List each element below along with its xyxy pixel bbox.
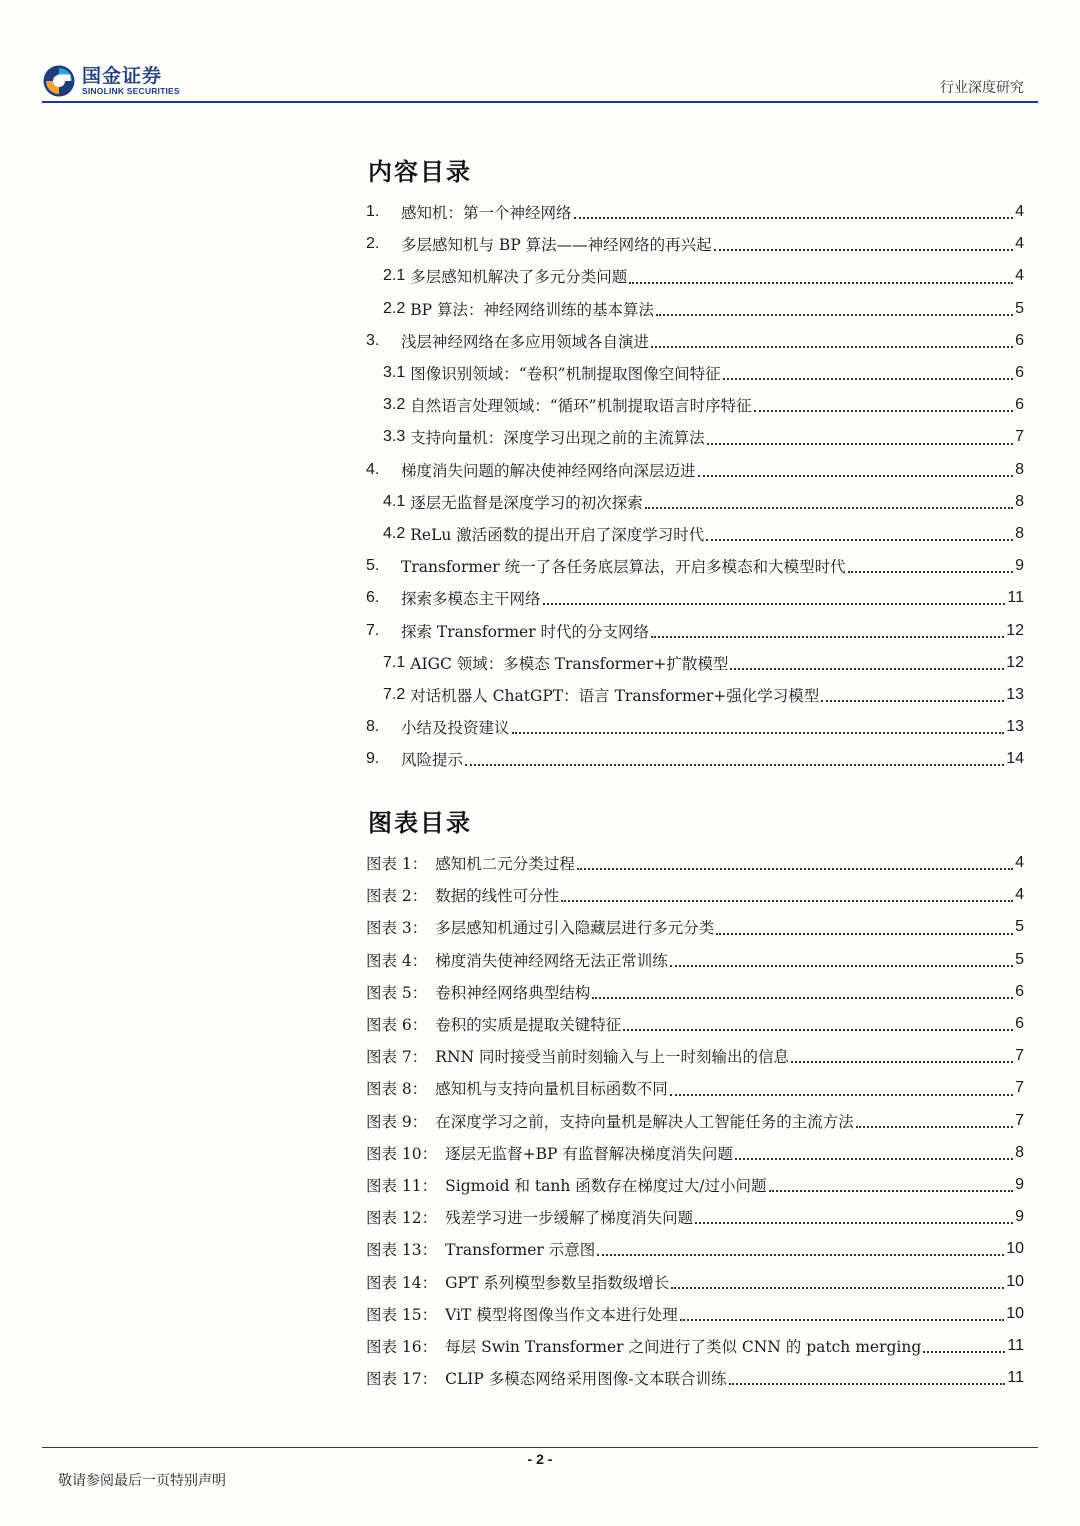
figure-entry-label: RNN 同时接受当前时刻输入与上一时刻输出的信息 [435,1048,790,1067]
dot-leader [791,1061,1013,1063]
toc-entry-page: 4 [1015,235,1024,253]
page-header [0,0,1080,106]
figure-entry-number: 图表 6： [366,1016,428,1035]
dot-leader [769,1190,1014,1192]
toc-entry-label: 逐层无监督是深度学习的初次探索 [410,493,643,512]
figure-entry-page: 6 [1015,1015,1024,1033]
toc-entry-page: 6 [1015,364,1024,382]
toc-entry-page: 8 [1015,524,1024,542]
dot-leader [730,668,1004,670]
logo-chinese-name: 国金证券 [82,64,163,87]
dot-leader [651,346,1013,348]
toc-entry[interactable] [366,486,1024,518]
figure-entry-number: 图表 15： [366,1305,438,1324]
figure-entry-number: 图表 14： [366,1273,438,1292]
figure-entry[interactable] [366,1169,1024,1201]
toc-entry-number: 2.1 [383,267,406,285]
toc-entry-number: 7.1 [383,653,406,671]
dot-leader [723,378,1013,380]
toc-entry[interactable] [366,582,1024,614]
figure-entry-label: 卷积的实质是提取关键特征 [435,1016,622,1035]
figure-entry-number: 图表 2： [366,887,428,906]
figure-entry[interactable] [366,976,1024,1008]
dot-leader [716,933,1013,935]
dot-leader [597,1254,1004,1256]
toc-entry[interactable] [366,228,1024,260]
toc-entry-number: 3.1 [383,364,406,382]
toc-entry-number: 4.1 [383,492,406,510]
figure-entry-page: 4 [1015,886,1024,904]
dot-leader [695,1222,1013,1224]
footer-divider [42,1447,1038,1448]
figure-entry-page: 8 [1015,1143,1024,1161]
figure-entry-page: 5 [1015,918,1024,936]
toc-entry[interactable] [366,743,1024,775]
figure-entry-page: 10 [1006,1240,1024,1258]
dot-leader [698,475,1014,477]
toc-entry-page: 11 [1007,589,1024,607]
toc-entry-label: 自然语言处理领域：“循环”机制提取语言时序特征 [410,397,752,416]
toc-entry-number: 4.2 [383,524,406,542]
toc-entry-label: 浅层神经网络在多应用领域各自演进 [401,332,650,351]
toc-entry-label: 支持向量机：深度学习出现之前的主流算法 [410,429,705,448]
figure-entry-label: Transformer 示意图 [445,1241,596,1260]
figure-entry[interactable] [366,1265,1024,1297]
figure-entry-page: 5 [1015,950,1024,968]
toc-entry-label: ReLu 激活函数的提出开启了深度学习时代 [410,525,705,544]
figure-entry-label: 数据的线性可分性 [435,887,560,906]
figure-entry-label: 梯度消失使神经网络无法正常训练 [435,951,668,970]
dot-leader [680,1319,1004,1321]
figure-entry-page: 4 [1015,854,1024,872]
toc-entry-number: 2.2 [383,299,406,317]
figure-entry[interactable] [366,1137,1024,1169]
figure-entry-label: 多层感知机通过引入隐藏层进行多元分类 [435,919,715,938]
dot-leader [543,603,1006,605]
dot-leader [923,1351,1005,1353]
figure-entry[interactable] [366,1072,1024,1104]
figure-entry[interactable] [366,1105,1024,1137]
dot-leader [707,443,1013,445]
figure-entry-number: 图表 8： [366,1080,428,1099]
figure-entry-number: 图表 4： [366,951,428,970]
figure-entry[interactable] [366,1362,1024,1394]
toc-entry[interactable] [366,550,1024,582]
figure-entry-number: 图表 5： [366,983,428,1002]
figure-entry-page: 7 [1015,1079,1024,1097]
figures-list [366,847,1024,1394]
dot-leader [706,539,1013,541]
dot-leader [856,1126,1013,1128]
toc-entry-label: 探索 Transformer 时代的分支网络 [401,622,650,641]
figure-entry-number: 图表 9： [366,1112,428,1131]
figure-entry-label: GPT 系列模型参数呈指数级增长 [445,1273,670,1292]
figure-entry-page: 7 [1015,1111,1024,1129]
contents-title: 内容目录 [368,157,472,186]
dot-leader [465,764,1004,766]
figure-entry[interactable] [366,879,1024,911]
toc-entry-label: 探索多模态主干网络 [401,590,541,609]
figure-entry-number: 图表 1： [366,855,428,874]
figure-entry[interactable] [366,1233,1024,1265]
dot-leader [670,1094,1013,1096]
dot-leader [729,1383,1006,1385]
sinolink-logo [42,62,180,100]
figure-entry-number: 图表 17： [366,1370,438,1389]
toc-entry-number: 7. [366,621,380,639]
toc-entry-page: 14 [1006,750,1024,768]
dot-leader [821,700,1004,702]
disclaimer-note: 敬请参阅最后一页特别声明 [58,1473,226,1489]
figure-entry-page: 11 [1007,1336,1024,1354]
toc-entry-page: 6 [1015,396,1024,414]
figure-entry-label: 逐层无监督+BP 有监督解决梯度消失问题 [445,1144,733,1163]
figure-entry-label: Sigmoid 和 tanh 函数存在梯度过大/过小问题 [445,1176,767,1195]
figure-entry-label: CLIP 多模态网络采用图像-文本联合训练 [445,1370,727,1389]
toc-entry-number: 3.3 [383,428,406,446]
figure-entry-page: 10 [1006,1272,1024,1290]
toc-entry-page: 13 [1006,685,1024,703]
figure-entry[interactable] [366,944,1024,976]
dot-leader [577,868,1013,870]
figure-entry-label: 残差学习进一步缓解了梯度消失问题 [445,1209,694,1228]
toc-entry[interactable] [366,196,1024,228]
toc-entry[interactable] [366,518,1024,550]
toc-entry-label: 感知机：第一个神经网络 [401,204,572,223]
logo-english-name: SINOLINK SECURITIES [82,85,180,96]
toc-entry-page: 9 [1015,557,1024,575]
figure-entry-page: 10 [1006,1304,1024,1322]
figure-entry-number: 图表 11： [366,1176,438,1195]
header-divider [42,101,1038,103]
toc-entry-page: 8 [1015,460,1024,478]
toc-entry-number: 4. [366,460,380,478]
toc-entry-label: 多层感知机解决了多元分类问题 [410,268,628,287]
dot-leader [651,636,1004,638]
toc-entry[interactable] [366,679,1024,711]
figures-title: 图表目录 [368,808,472,837]
figure-entry-number: 图表 10： [366,1144,438,1163]
toc-entry[interactable] [366,454,1024,486]
toc-entry-page: 4 [1015,267,1024,285]
toc-entry[interactable] [366,325,1024,357]
toc-entry-label: BP 算法：神经网络训练的基本算法 [410,300,654,319]
toc-entry-page: 6 [1015,331,1024,349]
figure-entry[interactable] [366,847,1024,879]
toc-entry-label: Transformer 统一了各任务底层算法，开启多模态和大模型时代 [401,558,846,577]
toc-entry-number: 2. [366,235,380,253]
dot-leader [561,900,1013,902]
dot-leader [670,965,1013,967]
toc-entry-page: 5 [1015,299,1024,317]
figure-entry-label: 在深度学习之前，支持向量机是解决人工智能任务的主流方法 [435,1112,854,1131]
toc-entry-label: 多层感知机与 BP 算法——神经网络的再兴起 [401,236,712,255]
figure-entry-number: 图表 12： [366,1209,438,1228]
figure-entry-number: 图表 7： [366,1048,428,1067]
dot-leader [574,217,1014,219]
toc-entry-number: 3. [366,331,380,349]
toc-entry[interactable] [366,357,1024,389]
figure-entry-page: 9 [1015,1175,1024,1193]
figure-entry-page: 6 [1015,982,1024,1000]
figure-entry-number: 图表 13： [366,1241,438,1260]
toc-entry-label: 小结及投资建议 [401,719,510,738]
dot-leader [645,507,1013,509]
dot-leader [848,571,1013,573]
dot-leader [512,732,1005,734]
figure-entry[interactable] [366,911,1024,943]
toc-entry[interactable] [366,711,1024,743]
toc-entry[interactable] [366,293,1024,325]
figure-entry-number: 图表 16： [366,1337,438,1356]
toc-entry[interactable] [366,421,1024,453]
dot-leader [656,314,1013,316]
dot-leader [735,1158,1013,1160]
report-type-tag: 行业深度研究 [940,80,1024,96]
toc-entry-number: 5. [366,557,380,575]
toc-entry-label: 梯度消失问题的解决使神经网络向深层迈进 [401,461,696,480]
toc-entry-number: 9. [366,750,380,768]
toc-entry-page: 12 [1006,653,1024,671]
toc-entry-number: 3.2 [383,396,406,414]
toc-entry-page: 4 [1015,203,1024,221]
figure-entry[interactable] [366,1201,1024,1233]
toc-entry-number: 6. [366,589,380,607]
dot-leader [592,997,1013,999]
toc-entry[interactable] [366,260,1024,292]
figure-entry-label: ViT 模型将图像当作文本进行处理 [445,1305,678,1324]
figure-entry[interactable] [366,1008,1024,1040]
toc-entry-page: 7 [1015,428,1024,446]
figure-entry-label: 感知机二元分类过程 [435,855,575,874]
toc-entry-label: 对话机器人 ChatGPT：语言 Transformer+强化学习模型 [410,686,820,705]
toc-entry-number: 7.2 [383,685,406,703]
dot-leader [671,1287,1004,1289]
figure-entry-label: 感知机与支持向量机目标函数不同 [435,1080,668,1099]
toc-entry-label: AIGC 领域：多模态 Transformer+扩散模型 [410,654,729,673]
figure-entry[interactable] [366,1040,1024,1072]
dot-leader [623,1029,1013,1031]
toc-entry-number: 8. [366,718,380,736]
toc-entry[interactable] [366,389,1024,421]
figure-entry[interactable] [366,1330,1024,1362]
figure-entry-number: 图表 3： [366,919,428,938]
toc-entry-label: 图像识别领域：“卷积”机制提取图像空间特征 [410,365,721,384]
toc-entry-page: 13 [1006,718,1024,736]
figure-entry-page: 7 [1015,1047,1024,1065]
sinolink-logo-icon [42,64,76,98]
dot-leader [629,282,1013,284]
toc-entry[interactable] [366,614,1024,646]
figure-entry-page: 11 [1007,1369,1024,1387]
figure-entry-label: 卷积神经网络典型结构 [435,983,591,1002]
page-number: - 2 - [527,1451,553,1467]
toc-entry-number: 1. [366,203,380,221]
toc-entry-page: 12 [1006,621,1024,639]
dot-leader [714,249,1013,251]
figure-entry-label: 每层 Swin Transformer 之间进行了类似 CNN 的 patch merging [445,1337,922,1356]
toc-entry[interactable] [366,647,1024,679]
figure-entry[interactable] [366,1298,1024,1330]
toc-entry-page: 8 [1015,492,1024,510]
dot-leader [754,410,1013,412]
contents-list [366,196,1024,775]
toc-entry-label: 风险提示 [401,751,464,770]
figure-entry-page: 9 [1015,1208,1024,1226]
